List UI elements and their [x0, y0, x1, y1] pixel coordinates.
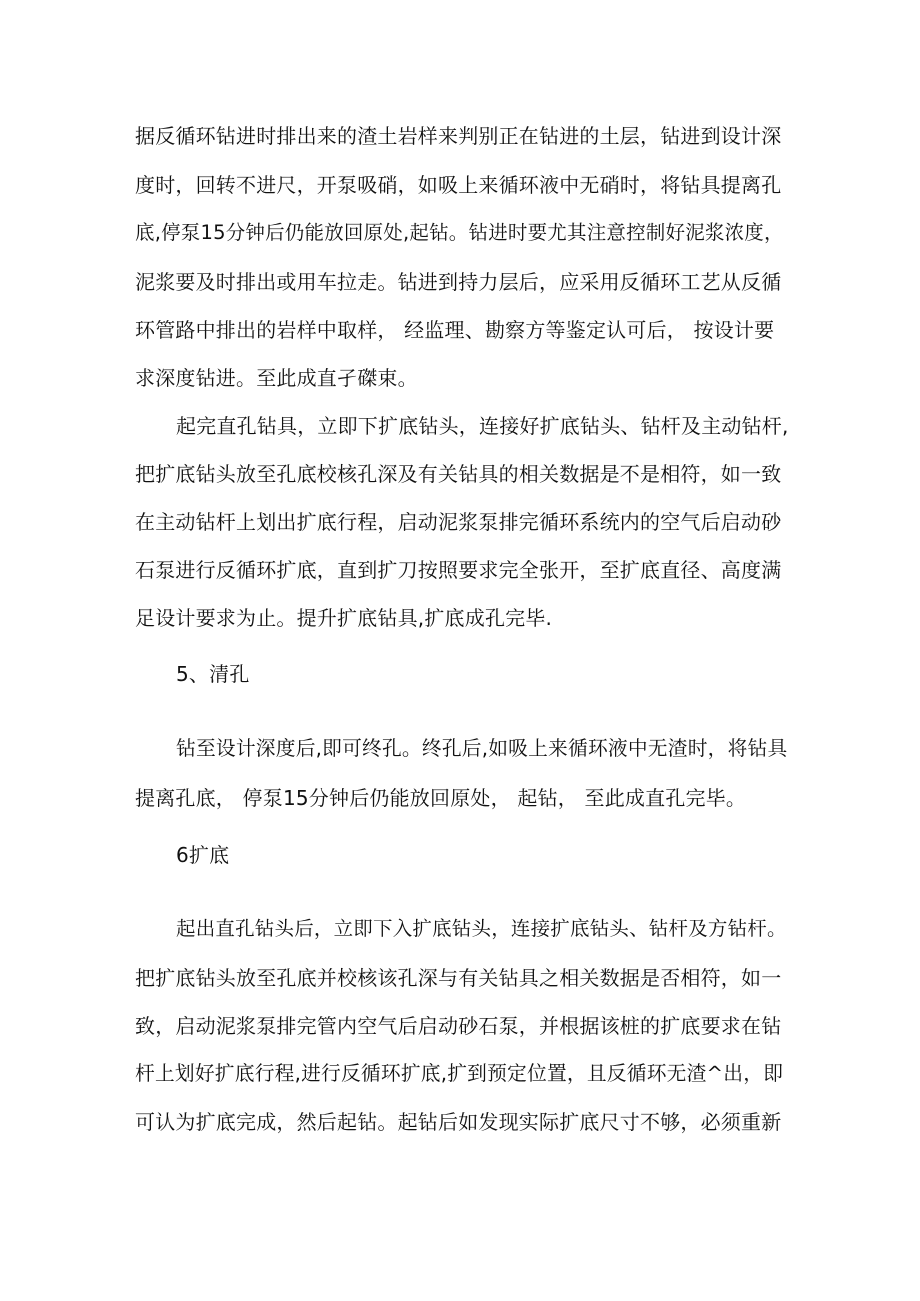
para1-line-2: 度时，回转不进尺，开泵吸硝，如吸上来循环液中无硝时，将钻具提离孔 — [135, 173, 782, 197]
para2-line-4: 石泵进行反循环扩底，直到扩刀按照要求完全张开，至扩底直径、高度满 — [135, 558, 782, 582]
para4-line-5: 可认为扩底完成，然后起钻。起钻后如发现实际扩底尺寸不够，必须重新 — [135, 1110, 782, 1134]
para2-line-3: 在主动钻杆上划出扩底行程，启动泥浆泵排完循环系统内的空气后启动砂 — [135, 510, 782, 534]
para4-line-1: 起出直孔钻头后，立即下入扩底钻头，连接扩底钻头、钻杆及方钻杆。 — [176, 917, 787, 940]
para2-line-1: 起完直孔钻具，立即下扩底钻头，连接好扩底钻头、钻杆及主动钻杆, — [176, 414, 789, 438]
para3-line-2: 提离孔底， 停泵15分钟后仍能放回原处， 起钻， 至此成直孔完毕。 — [135, 786, 747, 810]
para2-line-2: 把扩底钻头放至孔底校核孔深及有关钻具的相关数据是不是相符，如一致 — [135, 462, 782, 486]
para1-line-1: 据反循环钻进时排出来的渣土岩样来判别正在钻进的土层，钻进到设计深 — [135, 124, 782, 148]
para4-line-2: 把扩底钻头放至孔底并校核该孔深与有关钻具之相关数据是否相符，如一 — [135, 966, 782, 990]
section-heading-6: 6扩底 — [176, 843, 230, 867]
para1-line-6: 求深度钻进。至此成直孑磔束。 — [135, 366, 418, 390]
para3-line-1: 钻至设计深度后,即可终孔。终孔后,如吸上来循环液中无渣时，将钻具 — [176, 737, 788, 760]
para1-line-3: 底,停泵15分钟后仍能放回原处,起钻。钻进时要尤其注意控制好泥浆浓度， — [135, 221, 784, 244]
para1-line-4: 泥浆要及时排出或用车拉走。钻进到持力层后，应采用反循环工艺从反循 — [135, 270, 782, 294]
para1-line-5: 环管路中排出的岩样中取样， 经监理、勘察方等鉴定认可后， 按设计要 — [135, 318, 775, 342]
section-heading-5: 5、清孔 — [176, 662, 250, 686]
para4-line-3: 致，启动泥浆泵排完管内空气后启动砂石泵，并根据该桩的扩底要求在钻 — [135, 1014, 782, 1038]
para2-line-5: 足设计要求为止。提升扩底钻具,扩底成孔完毕. — [135, 606, 553, 630]
para4-line-4: 杆上划好扩底行程,进行反循环扩底,扩到预定位置，且反循环无渣^出，即 — [135, 1062, 784, 1085]
